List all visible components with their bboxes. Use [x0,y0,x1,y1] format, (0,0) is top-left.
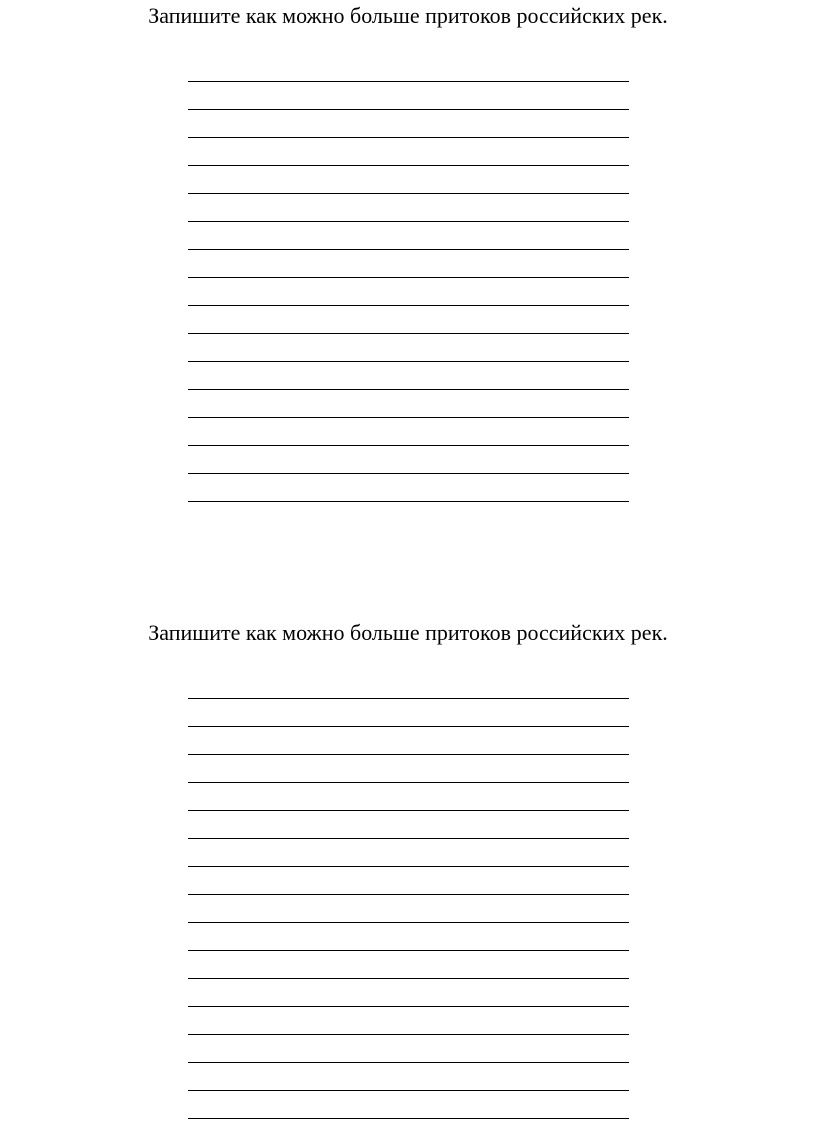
answer-line [188,950,629,951]
answer-line [188,1034,629,1035]
answer-line [188,417,629,418]
answer-line [188,754,629,755]
answer-line [188,698,629,699]
answer-line [188,726,629,727]
answer-line [188,305,629,306]
answer-line [188,1118,629,1119]
answer-line [188,501,629,502]
answer-line [188,838,629,839]
answer-line [188,221,629,222]
worksheet-prompt: Запишите как можно больше притоков российских рек. [148,620,668,645]
answer-line [188,333,629,334]
answer-line [188,1090,629,1091]
answer-line [188,165,629,166]
answer-line [188,137,629,138]
answer-line [188,193,629,194]
answer-line [188,249,629,250]
answer-line [188,922,629,923]
answer-line [188,978,629,979]
answer-line [188,866,629,867]
answer-line [188,473,629,474]
answer-line [188,1062,629,1063]
answer-line [188,361,629,362]
answer-line [188,782,629,783]
answer-line [188,389,629,390]
answer-line [188,445,629,446]
answer-line [188,109,629,110]
answer-line [188,894,629,895]
worksheet-prompt: Запишите как можно больше притоков российских рек. [148,3,668,28]
answer-line [188,1006,629,1007]
answer-line [188,810,629,811]
answer-line [188,81,629,82]
answer-line [188,277,629,278]
